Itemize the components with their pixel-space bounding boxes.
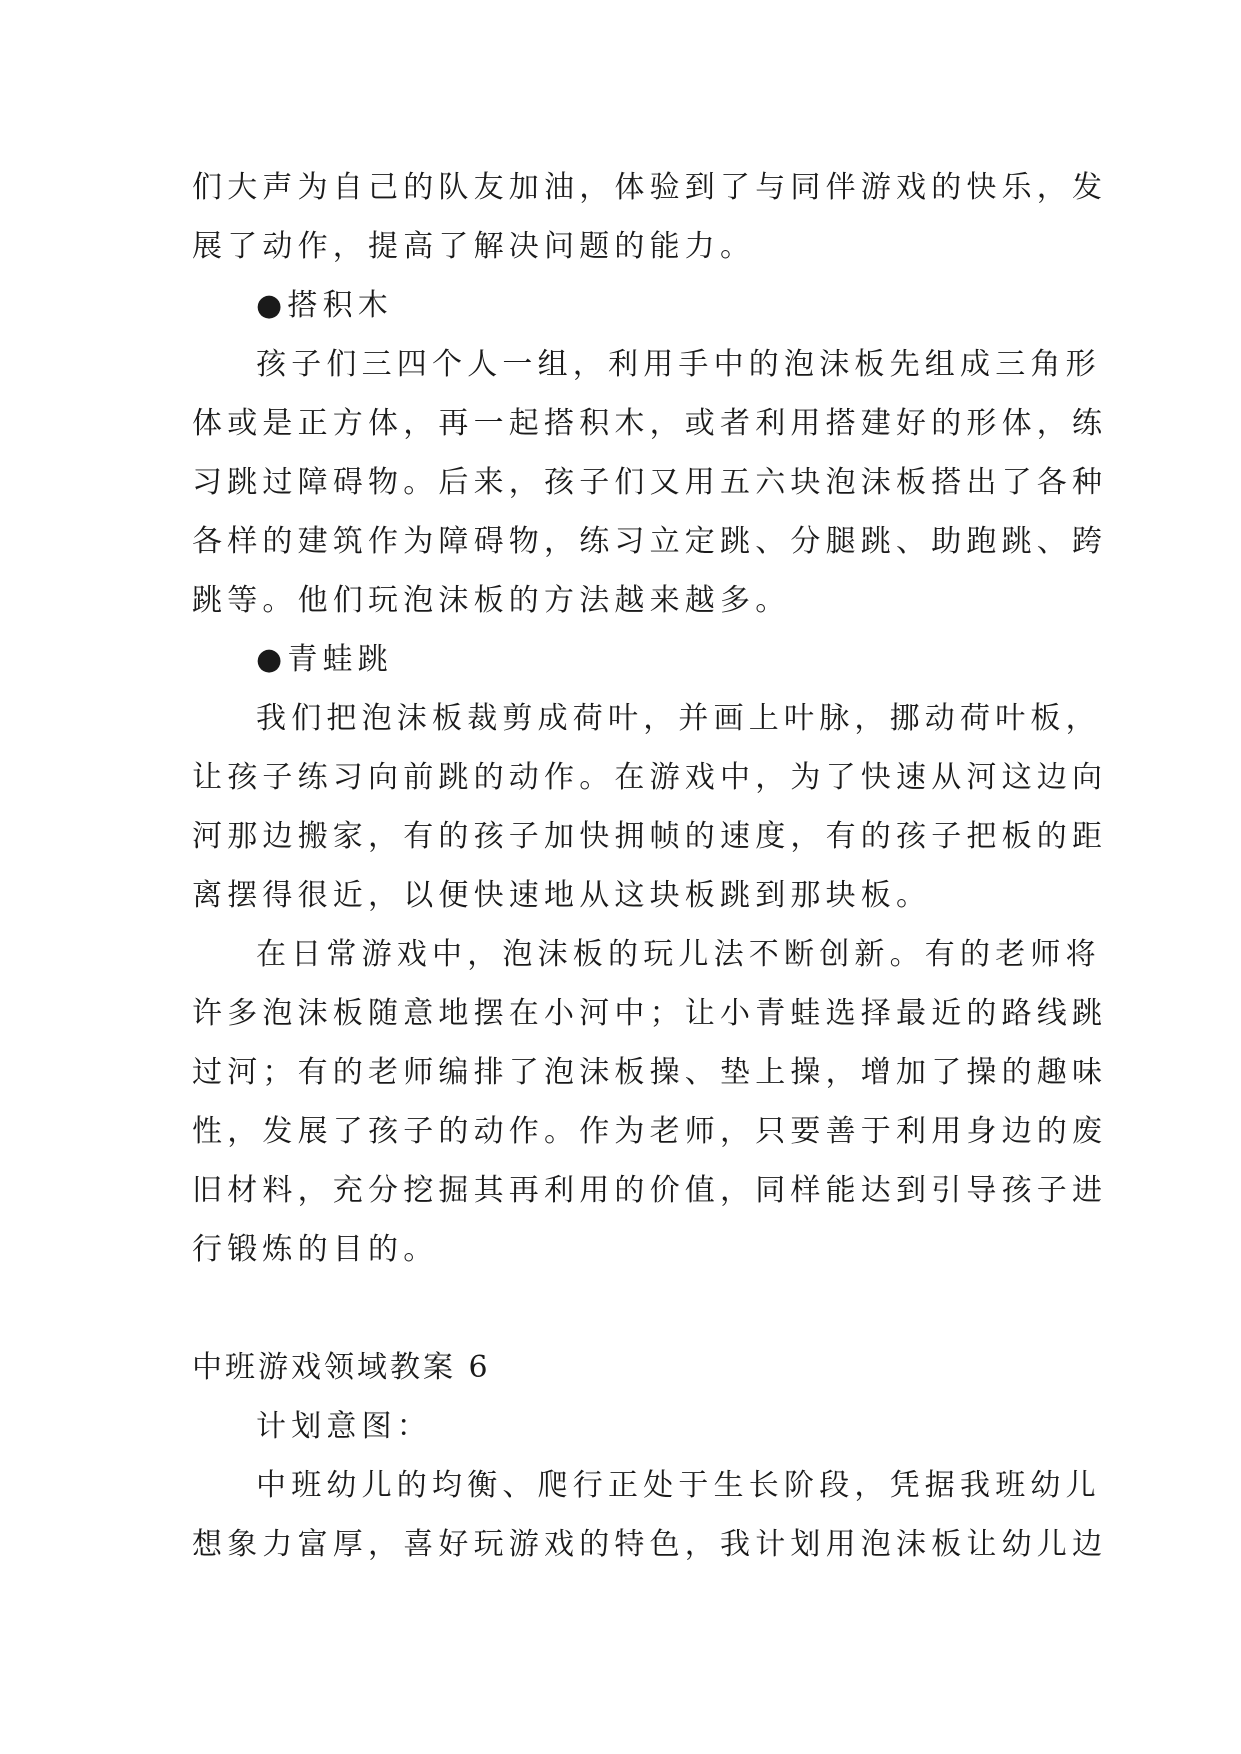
paragraph-line: 中班幼儿的均衡、爬行正处于生长阶段，凭据我班幼儿	[256, 1468, 1101, 1503]
paragraph-line: 孩子们三四个人一组，利用手中的泡沫板先组成三角形	[256, 347, 1101, 382]
blank-line	[192, 1279, 1062, 1338]
section-bullet-heading: ●搭积木	[256, 288, 393, 323]
section-title: 中班游戏领域教案 6	[192, 1350, 491, 1385]
document-body	[192, 158, 1108, 1574]
paragraph-line: 行锻炼的目的。	[192, 1232, 439, 1267]
subsection-label: 计划意图：	[256, 1409, 432, 1444]
paragraph-line: 让孩子练习向前跳的动作。在游戏中，为了快速从河这边向	[192, 760, 1108, 795]
paragraph-line: 性，发展了孩子的动作。作为老师，只要善于利用身边的废	[192, 1114, 1108, 1149]
paragraph-line: 体或是正方体，再一起搭积木，或者利用搭建好的形体，练	[192, 406, 1108, 441]
paragraph-line: 们大声为自己的队友加油，体验到了与同伴游戏的快乐，发	[192, 170, 1108, 205]
paragraph-line: 跳等。他们玩泡沫板的方法越来越多。	[192, 583, 791, 618]
paragraph-line: 旧材料，充分挖掘其再利用的价值，同样能达到引导孩子进	[192, 1173, 1108, 1208]
paragraph-line: 习跳过障碍物。后来，孩子们又用五六块泡沫板搭出了各种	[192, 465, 1108, 500]
paragraph-line: 各样的建筑作为障碍物，练习立定跳、分腿跳、助跑跳、跨	[192, 524, 1108, 559]
paragraph-line: 离摆得很近，以便快速地从这块板跳到那块板。	[192, 878, 932, 913]
paragraph-line: 河那边搬家，有的孩子加快拥帧的速度，有的孩子把板的距	[192, 819, 1108, 854]
paragraph-line: 在日常游戏中，泡沫板的玩儿法不断创新。有的老师将	[256, 937, 1101, 972]
paragraph-line: 我们把泡沫板裁剪成荷叶，并画上叶脉，挪动荷叶板，	[256, 701, 1101, 736]
paragraph-line: 展了动作，提高了解决问题的能力。	[192, 229, 756, 264]
paragraph-line: 许多泡沫板随意地摆在小河中；让小青蛙选择最近的路线跳	[192, 996, 1108, 1031]
paragraph-line: 想象力富厚，喜好玩游戏的特色，我计划用泡沫板让幼儿边	[192, 1527, 1108, 1562]
section-bullet-heading: ●青蛙跳	[256, 642, 393, 677]
paragraph-line: 过河；有的老师编排了泡沫板操、垫上操，增加了操的趣味	[192, 1055, 1108, 1090]
